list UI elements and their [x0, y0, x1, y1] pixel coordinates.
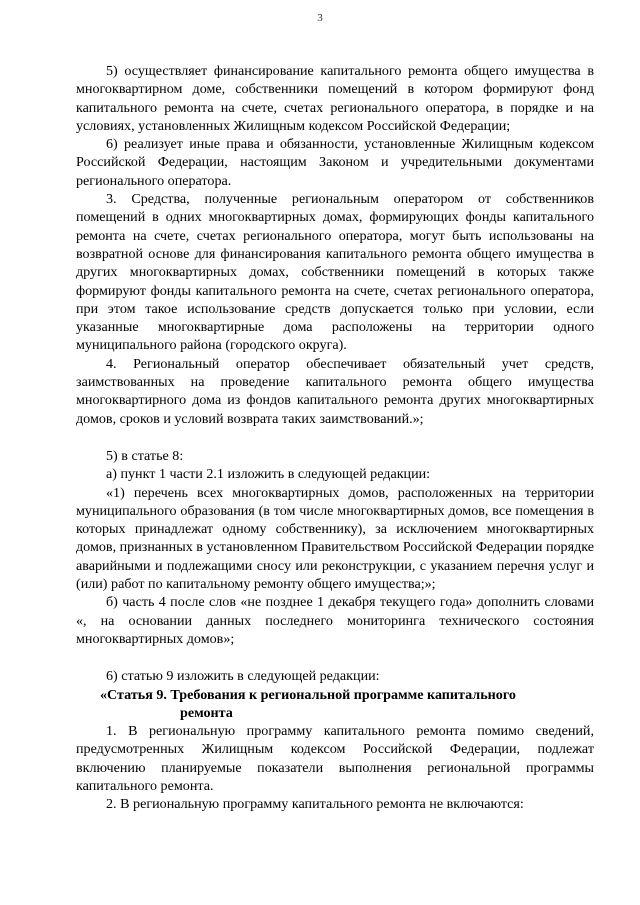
- paragraph: 6) статью 9 изложить в следующей редакции:: [106, 668, 380, 685]
- page-number: 3: [317, 12, 323, 24]
- paragraph: а) пункт 1 части 2.1 изложить в следующей редакции:: [106, 466, 431, 483]
- document-body: [76, 62, 594, 814]
- paragraph: 6) реализует иные права и обязанности, установленные Жилищным кодексом Российской Федерации, настоящим Законом и учредительными документами регионального оператора.: [76, 136, 594, 189]
- paragraph: 5) осуществляет финансирование капитального ремонта общего имущества в многоквартирном доме, собственники помещений в котором формируют фонд капитального ремонта на счете, счетах регионального оператора, в порядке и на условиях, установленных Жилищным кодексом Российской Федерации;: [76, 63, 594, 134]
- article-heading-line: «Статья 9. Требования к региональной программе капитального: [100, 686, 516, 703]
- paragraph: б) часть 4 после слов «не позднее 1 декабря текущего года» дополнить словами «, на основании данных последнего мониторинга технического состояния многоквартирных домов»;: [76, 594, 594, 647]
- paragraph: 2. В региональную программу капитального ремонта не включаются:: [106, 796, 524, 813]
- article-heading-line: ремонта: [180, 704, 233, 721]
- article-heading: [76, 686, 594, 723]
- paragraph: 3. Средства, полученные региональным оператором от собственников помещений в одних многоквартирных домах, формирующих фонды капитального ремонта на счете, счетах регионального оператора, могут быть использованы на возвратной основе для финансирования капитального ремонта общего имущества в других многоквартирных домах, собственники помещений в которых также формируют фонды капитального ремонта на счете, счетах регионального оператора, при этом такое использование средств допускается только при условии, если указанные многоквартирные дома расположены на территории одного муниципального района (городского округа).: [76, 191, 594, 354]
- paragraph: «1) перечень всех многоквартирных домов, расположенных на территории муниципального образования (в том числе многоквартирных домов, все помещения в которых принадлежат одному собственнику), за исключением многоквартирных домов, признанных в установленном Правительством Российской Федерации порядке аварийными и подлежащими сносу или реконструкции, с указанием перечня услуг и (или) работ по капитальному ремонту общего имущества;»;: [76, 484, 594, 593]
- paragraph: 4. Региональный оператор обеспечивает обязательный учет средств, заимствованных на проведение капитального ремонта общего имущества многоквартирного дома из фондов капитального ремонта других многоквартирных домов, сроков и условий возврата таких заимствований.»;: [76, 355, 594, 427]
- spacer: [76, 428, 594, 447]
- paragraph: 5) в статье 8:: [106, 447, 184, 464]
- paragraph: 1. В региональную программу капитального ремонта помимо сведений, предусмотренных Жилищным кодексом Российской Федерации, подлежат включению планируемые показатели выполнения региональной программы капитального ремонта.: [76, 723, 594, 794]
- spacer: [76, 648, 594, 667]
